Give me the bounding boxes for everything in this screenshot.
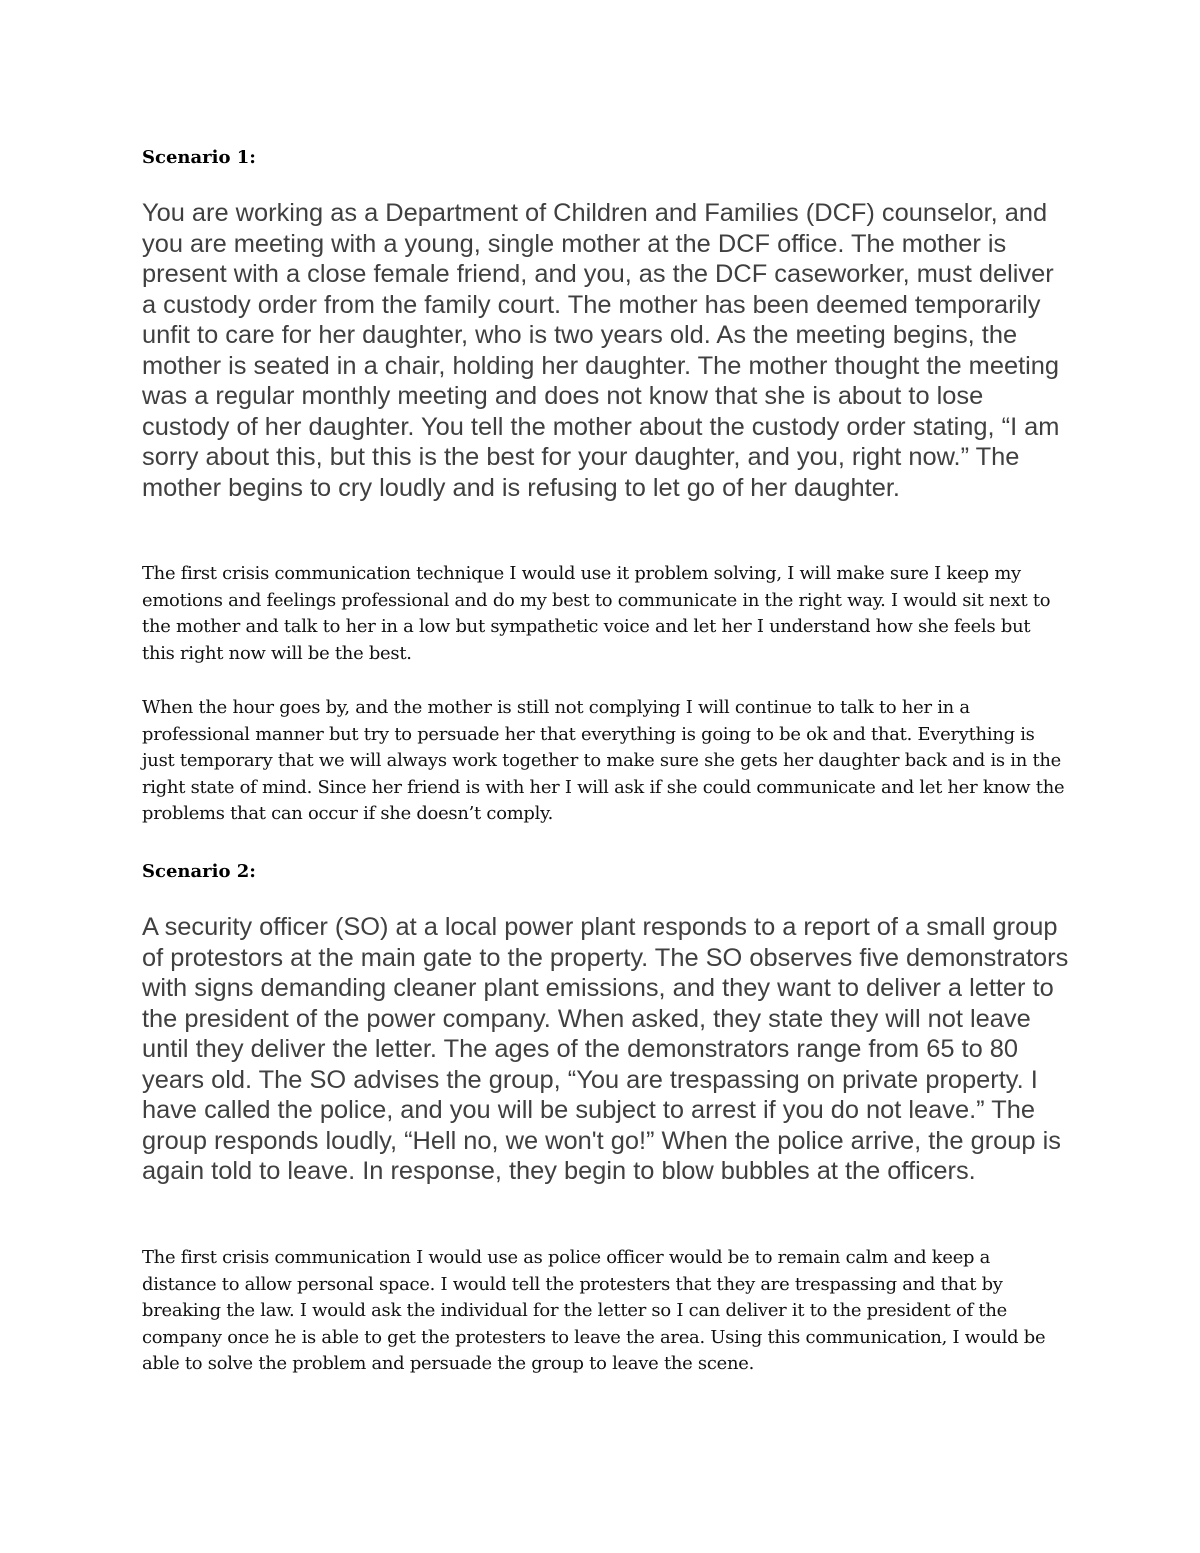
scenario-2-heading: Scenario 2: [142, 861, 256, 882]
scenario-1-prompt: You are working as a Department of Children and Families (DCF) counselor, and you are meeting with a young, single mother at the DCF office. The mother is present with a close female friend, and you, as the DCF caseworker, must deliver a custody order from the family court. The mother has been deemed temporarily unfit to care for her daughter, who is two years old. As the meeting begins, the mother is seated in a chair, holding her daughter. The mother thought the meeting was a regular monthly meeting and does not know that she is about to lose custody of her daughter. You tell the mother about the custody order stating, “I am sorry about this, but this is the best for your daughter, and you, right now.” The mother begins to cry loudly and is refusing to let go of her daughter. [142, 199, 1060, 502]
scenario-2-prompt: A security officer (SO) at a local power plant responds to a report of a small group of protestors at the main gate to the property. The SO observes five demonstrators with signs demanding cleaner plant emissions, and they want to deliver a letter to the president of the power company. When asked, they state they will not leave until they deliver the letter. The ages of the demonstrators range from 65 to 80 years old. The SO advises the group, “You are trespassing on private property. I have called the police, and you will be subject to arrest if you do not leave.” The group responds loudly, “Hell no, we won't go!” When the police arrive, the group is again told to leave. In response, they begin to blow bubbles at the officers. [142, 913, 1069, 1185]
scenario-2-answer-1: The first crisis communication I would use as police officer would be to remain calm and keep a distance to allow personal space. I would tell the protesters that they are trespassing and that by breaking the law. I would ask the individual for the letter so I can deliver it to the president of the company once he is able to get the protesters to leave the area. Using this communication, I would be able to solve the problem and persuade the group to leave the scene. [142, 1247, 1046, 1374]
scenario-1-answer-1: The first crisis communication technique I would use it problem solving, I will make sure I keep my emotions and feelings professional and do my best to communicate in the right way. I would sit next to the mother and talk to her in a low but sympathetic voice and let her I understand how she feels but this right now will be the best. [142, 563, 1051, 664]
scenario-1-answer-2: When the hour goes by, and the mother is still not complying I will continue to talk to her in a professional manner but try to persuade her that everything is going to be ok and that. Everything is just temporary that we will always work together to make sure she gets her daughter back and is in the right state of mind. Since her friend is with her I will ask if she could communicate and let her know the problems that can occur if she doesn’t comply. [142, 697, 1065, 824]
scenario-1-heading: Scenario 1: [142, 147, 256, 168]
